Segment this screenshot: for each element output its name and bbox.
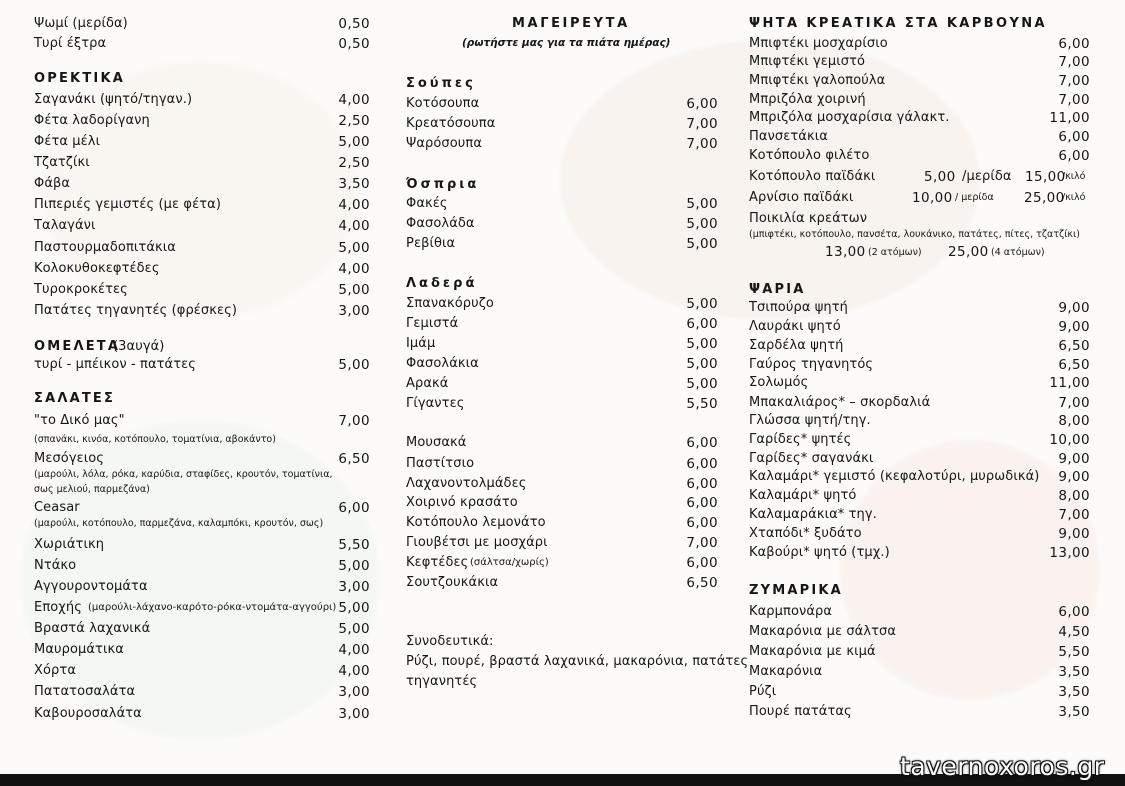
menu-item-price: 5,00 bbox=[686, 296, 718, 312]
menu-item-price: 10,00 bbox=[912, 190, 953, 206]
menu-item-name: Μπριζόλα χοιρινή bbox=[749, 92, 866, 107]
menu-item-name: Κοτόσουπα bbox=[406, 96, 480, 111]
section-title-omeleta: ΟΜΕΛΕΤΑ bbox=[34, 339, 121, 354]
menu-item-note: (σπανάκι, κινόα, κοτόπουλο, τοματίνια, αβοκάντο) bbox=[34, 434, 276, 445]
menu-item-name: Αρνίσιο παϊδάκι bbox=[749, 190, 854, 205]
menu-item-name: Αγγουροντομάτα bbox=[34, 579, 148, 594]
price-unit: /μερίδα bbox=[962, 169, 1012, 184]
menu-item-name: Ceasar bbox=[34, 500, 80, 515]
menu-item-name: Καρμπονάρα bbox=[749, 604, 833, 619]
menu-item-price: 9,00 bbox=[1058, 526, 1090, 542]
menu-item-price: 7,00 bbox=[1058, 507, 1090, 523]
menu-item-price: 6,00 bbox=[686, 435, 718, 451]
menu-item-price: 3,00 bbox=[338, 303, 370, 319]
menu-item-price: 5,00 bbox=[686, 376, 718, 392]
price-unit: (4 ατόμων) bbox=[991, 247, 1045, 258]
menu-item-name: Κεφτέδες bbox=[406, 555, 469, 570]
menu-item-name: Γλώσσα ψητή/τηγ. bbox=[749, 413, 871, 428]
menu-item-price: 15,00 bbox=[1025, 169, 1066, 185]
menu-item-price: 7,00 bbox=[1058, 73, 1090, 89]
menu-item-name: Χοιρινό κρασάτο bbox=[406, 495, 518, 510]
menu-item-price: 5,00 bbox=[924, 169, 956, 185]
menu-item-name: Κολοκυθοκεφτέδες bbox=[34, 261, 160, 276]
menu-item-name: Ποικιλία κρεάτων bbox=[749, 211, 868, 226]
subsection-title-soupes: Σούπες bbox=[406, 76, 476, 91]
menu-item-name: Πανσετάκια bbox=[749, 129, 828, 144]
menu-item-name: Καβουροσαλάτα bbox=[34, 706, 142, 721]
subsection-title-ospria: Όσπρια bbox=[406, 177, 480, 192]
menu-item-name: Μπιφτέκι γεμιστό bbox=[749, 54, 866, 69]
menu-item-price: 5,50 bbox=[686, 396, 718, 412]
menu-item-price: 3,50 bbox=[1058, 704, 1090, 720]
menu-item-price: 7,00 bbox=[686, 136, 718, 152]
menu-item-name: Τζατζίκι bbox=[34, 155, 90, 170]
menu-item-price: 3,00 bbox=[338, 684, 370, 700]
menu-item-name: Σαγανάκι (ψητό/τηγαν.) bbox=[34, 92, 193, 107]
menu-item-price: 6,00 bbox=[338, 500, 370, 516]
menu-item-name: Μαυρομάτικα bbox=[34, 642, 124, 657]
menu-item-price: 3,50 bbox=[338, 176, 370, 192]
menu-item-name: Ρύζι bbox=[749, 684, 777, 699]
menu-item-note: (μαρούλι, λόλα, ρόκα, καρύδια, σταφίδες, κρουτόν, τοματίνια, bbox=[34, 469, 333, 480]
menu-item-name: Σουτζουκάκια bbox=[406, 575, 499, 590]
menu-item-name: Μακαρόνια bbox=[749, 664, 823, 679]
menu-item-price: 5,00 bbox=[338, 621, 370, 637]
menu-item-price: 9,00 bbox=[1058, 451, 1090, 467]
menu-item-price: 4,00 bbox=[338, 663, 370, 679]
menu-item-name: Χταπόδι* ξυδάτο bbox=[749, 526, 862, 541]
menu-item-price: 7,00 bbox=[338, 413, 370, 429]
menu-item-price: 6,00 bbox=[686, 96, 718, 112]
menu-item-name: Καλαμαράκια* τηγ. bbox=[749, 507, 877, 522]
menu-item-price: 5,00 bbox=[686, 356, 718, 372]
menu-item-price: 9,00 bbox=[1058, 469, 1090, 485]
menu-item-name: Κοτόπουλο λεμονάτο bbox=[406, 515, 546, 530]
menu-item-name: Σπανακόρυζο bbox=[406, 296, 494, 311]
menu-item-note: (μαρούλι, κοτόπουλο, παρμεζάνα, καλαμπόκι, κρουτόν, σως) bbox=[34, 518, 324, 529]
menu-item-name: Εποχής bbox=[34, 600, 82, 615]
menu-item-price: 5,00 bbox=[686, 236, 718, 252]
sides-title: Συνοδευτικά: bbox=[406, 634, 494, 649]
section-title-mageirefta: ΜΑΓΕΙΡΕΥΤΑ bbox=[512, 16, 630, 31]
menu-item-price: 6,50 bbox=[686, 575, 718, 591]
menu-item-price: 5,00 bbox=[686, 216, 718, 232]
menu-item-name: Χόρτα bbox=[34, 663, 77, 678]
section-title-psaria: ΨΑΡΙΑ bbox=[749, 282, 806, 297]
menu-item-price: 5,00 bbox=[338, 600, 370, 616]
menu-item-price: 6,50 bbox=[338, 451, 370, 467]
menu-item-price: 5,00 bbox=[338, 282, 370, 298]
menu-item-name: Μπακαλιάρος* – σκορδαλιά bbox=[749, 395, 931, 410]
menu-item-name: Μπιφτέκι μοσχαρίσιο bbox=[749, 36, 888, 51]
menu-item-name: Κοτόπουλο φιλέτο bbox=[749, 148, 870, 163]
menu-item-price: 7,00 bbox=[686, 535, 718, 551]
menu-item-price: 5,50 bbox=[1058, 644, 1090, 660]
menu-item-price: 11,00 bbox=[1049, 375, 1090, 391]
menu-item-price: 7,00 bbox=[686, 116, 718, 132]
section-title-note: (3αυγά) bbox=[113, 339, 165, 354]
menu-item-name: Φασολάκια bbox=[406, 356, 479, 371]
menu-item-price: 5,00 bbox=[338, 240, 370, 256]
menu-item-name: Χωριάτικη bbox=[34, 537, 105, 552]
menu-item-name: Ψαρόσουπα bbox=[406, 136, 483, 151]
menu-item-name: Γαύρος τηγανητός bbox=[749, 357, 874, 372]
menu-item-name: Γεμιστά bbox=[406, 316, 459, 331]
menu-item-price: 5,00 bbox=[686, 336, 718, 352]
menu-item-price: 13,00 bbox=[825, 244, 866, 260]
menu-item-price: 5,00 bbox=[686, 196, 718, 212]
sides-text: Ρύζι, πουρέ, βραστά λαχανικά, μακαρόνια, πατάτες bbox=[406, 654, 749, 669]
price-unit: / μερίδα bbox=[955, 192, 994, 203]
menu-item-name: Φάβα bbox=[34, 176, 71, 191]
menu-item-price: 6,00 bbox=[1058, 148, 1090, 164]
menu-item-name: τυρί - μπέικον - πατάτες bbox=[34, 357, 196, 372]
price-unit: /κιλό bbox=[1062, 171, 1086, 182]
menu-item-name: Τυρί έξτρα bbox=[34, 36, 107, 51]
menu-item-price: 6,00 bbox=[1058, 36, 1090, 52]
section-title-orektika: ΟΡΕΚΤΙΚΑ bbox=[34, 71, 125, 86]
menu-item-price: 13,00 bbox=[1049, 545, 1090, 561]
section-title-psita: ΨΗΤΑ ΚΡΕΑΤΙΚΑ ΣΤΑ ΚΑΡΒΟΥΝΑ bbox=[749, 16, 1047, 31]
menu-item-price: 8,00 bbox=[1058, 488, 1090, 504]
menu-item-note: (μπιφτέκι, κοτόπουλο, πανσέτα, λουκάνικο, πατάτες, πίτες, τζατζίκι) bbox=[749, 229, 1080, 240]
section-subtitle: (ρωτήστε μας για τα πιάτα ημέρας) bbox=[462, 37, 671, 49]
menu-item-price: 2,50 bbox=[338, 155, 370, 171]
menu-item-price: 5,00 bbox=[338, 357, 370, 373]
menu-item-name: Τσιπούρα ψητή bbox=[749, 300, 849, 315]
menu-item-name: Μπριζόλα μοσχαρίσια γάλακτ. bbox=[749, 110, 950, 125]
menu-item-name: Γαρίδες* σαγανάκι bbox=[749, 451, 874, 466]
menu-item-price: 6,00 bbox=[686, 316, 718, 332]
menu-item-note: σως μελιού, παρμεζάνα) bbox=[34, 484, 150, 495]
menu-item-price: 4,00 bbox=[338, 261, 370, 277]
menu-item-price: 6,00 bbox=[686, 555, 718, 571]
menu-item-price: 6,00 bbox=[1058, 604, 1090, 620]
menu-item-name: Φέτα μέλι bbox=[34, 134, 101, 149]
menu-item-price: 25,00 bbox=[948, 244, 989, 260]
menu-item-price: 6,00 bbox=[686, 456, 718, 472]
menu-item-name: Πατατοσαλάτα bbox=[34, 684, 136, 699]
menu-item-name: Πουρέ πατάτας bbox=[749, 704, 852, 719]
menu-item-name: Αρακά bbox=[406, 376, 449, 391]
menu-item-price: 6,00 bbox=[686, 515, 718, 531]
menu-item-price: 4,00 bbox=[338, 642, 370, 658]
menu-item-name: Λαχανοντολμάδες bbox=[406, 476, 527, 491]
menu-item-name: Φασολάδα bbox=[406, 216, 475, 231]
menu-item-name: Μεσόγειος bbox=[34, 451, 105, 466]
menu-item-name: Πατάτες τηγανητές (φρέσκες) bbox=[34, 303, 238, 318]
menu-item-price: 7,00 bbox=[1058, 395, 1090, 411]
menu-item-price: 3,00 bbox=[338, 706, 370, 722]
menu-item-name: Γίγαντες bbox=[406, 396, 465, 411]
menu-item-name: Καλαμάρι* ψητό bbox=[749, 488, 857, 503]
menu-item-note: (σάλτσα/χωρίς) bbox=[470, 557, 549, 568]
menu-item-name: Γιουβέτσι με μοσχάρι bbox=[406, 535, 548, 550]
menu-item-price: 6,00 bbox=[686, 476, 718, 492]
menu-item-price: 5,50 bbox=[338, 537, 370, 553]
menu-item-price: 6,00 bbox=[686, 495, 718, 511]
menu-item-price: 3,50 bbox=[1058, 664, 1090, 680]
menu-item-name: Παστουρμαδοπιτάκια bbox=[34, 240, 176, 255]
menu-item-name: Πιπεριές γεμιστές (με φέτα) bbox=[34, 197, 221, 212]
menu-item-name: Κρεατόσουπα bbox=[406, 116, 496, 131]
menu-item-name: Παστίτσιο bbox=[406, 456, 475, 471]
section-title-salates: ΣΑΛΑΤΕΣ bbox=[34, 391, 116, 406]
menu-item-price: 6,50 bbox=[1058, 338, 1090, 354]
menu-item-name: Σολωμός bbox=[749, 375, 809, 390]
menu-item-name: Σαρδέλα ψητή bbox=[749, 338, 844, 353]
menu-item-name: Φακές bbox=[406, 196, 448, 211]
menu-item-price: 6,00 bbox=[1058, 129, 1090, 145]
price-unit: (2 ατόμων) bbox=[868, 247, 922, 258]
menu-item-price: 4,50 bbox=[1058, 624, 1090, 640]
menu-item-name: Ψωμί (μερίδα) bbox=[34, 16, 128, 31]
menu-item-name: Μακαρόνια με σάλτσα bbox=[749, 624, 897, 639]
menu-item-price: 25,00 bbox=[1024, 190, 1065, 206]
menu-item-name: Φέτα λαδορίγανη bbox=[34, 113, 150, 128]
menu-item-name: "το Δικό μας" bbox=[34, 413, 125, 428]
menu-item-price: 3,50 bbox=[1058, 684, 1090, 700]
sides-text: τηγανητές bbox=[406, 674, 478, 689]
menu-item-name: Βραστά λαχανικά bbox=[34, 621, 151, 636]
menu-item-price: 7,00 bbox=[1058, 54, 1090, 70]
menu-item-price: 4,00 bbox=[338, 218, 370, 234]
menu-item-name: Μακαρόνια με κιμά bbox=[749, 644, 876, 659]
price-unit: /κιλό bbox=[1062, 192, 1086, 203]
menu-item-name: Καλαμάρι* γεμιστό (κεφαλοτύρι, μυρωδικά) bbox=[749, 469, 1040, 484]
menu-item-note: (μαρούλι-λάχανο-καρότο-ρόκα-ντομάτα-αγγούρι) bbox=[88, 602, 337, 613]
menu-item-name: Ρεβίθια bbox=[406, 236, 456, 251]
menu-item-name: Ντάκο bbox=[34, 558, 77, 573]
menu-item-price: 11,00 bbox=[1049, 110, 1090, 126]
menu-item-price: 4,00 bbox=[338, 197, 370, 213]
section-title-zymarika: ΖΥΜΑΡΙΚΑ bbox=[749, 583, 843, 598]
menu-item-name: Καβούρι* ψητό (τμχ.) bbox=[749, 545, 890, 560]
menu-item-price: 3,00 bbox=[338, 579, 370, 595]
menu-item-name: Τυροκροκέτες bbox=[34, 282, 128, 297]
menu-item-price: 9,00 bbox=[1058, 319, 1090, 335]
menu-item-price: 6,50 bbox=[1058, 357, 1090, 373]
menu-item-name: Λαυράκι ψητό bbox=[749, 319, 841, 334]
menu-item-name: Μουσακά bbox=[406, 435, 467, 450]
menu-item-price: 10,00 bbox=[1049, 432, 1090, 448]
menu-item-name: Κοτόπουλο παϊδάκι bbox=[749, 169, 876, 184]
menu-item-name: Γαρίδες* ψητές bbox=[749, 432, 852, 447]
menu-item-price: 4,00 bbox=[338, 92, 370, 108]
menu-item-name: Ιμάμ bbox=[406, 336, 436, 351]
menu-item-price: 5,00 bbox=[338, 134, 370, 150]
menu-item-name: Μπιφτέκι γαλοπούλα bbox=[749, 73, 886, 88]
menu-item-price: 9,00 bbox=[1058, 300, 1090, 316]
menu-item-price: 2,50 bbox=[338, 113, 370, 129]
site-watermark: tavernoxoros.gr bbox=[900, 752, 1105, 781]
menu-item-price: 0,50 bbox=[338, 16, 370, 32]
menu-item-price: 8,00 bbox=[1058, 413, 1090, 429]
menu-item-price: 0,50 bbox=[338, 36, 370, 52]
subsection-title-ladera: Λαδερά bbox=[406, 276, 478, 291]
menu-item-price: 7,00 bbox=[1058, 92, 1090, 108]
menu-item-price: 5,00 bbox=[338, 558, 370, 574]
menu-item-name: Ταλαγάνι bbox=[34, 218, 96, 233]
